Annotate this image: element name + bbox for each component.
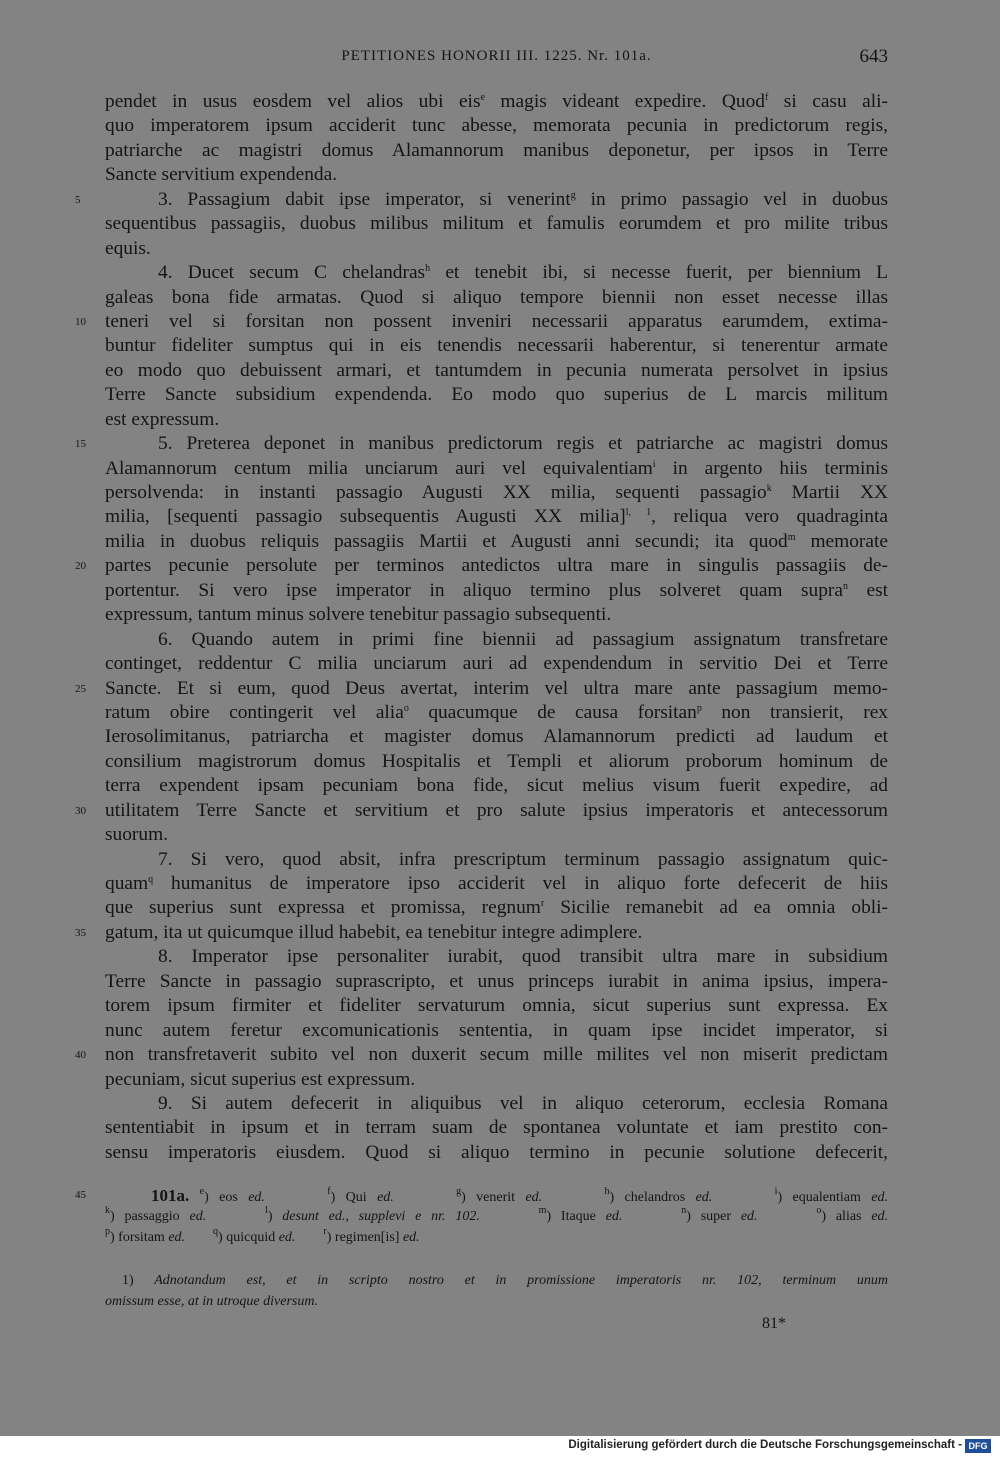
text-run: 4. Ducet secum C chelandras	[158, 262, 426, 284]
text-run: buntur fideliter sumptus qui in eis tenendis necessarii haberentur, si tenerentur armate	[105, 335, 888, 357]
line-number: 25	[75, 682, 86, 695]
dfg-logo-icon: DFG	[965, 1439, 991, 1453]
text-run: portentur. Si vero ipse imperator in aliquo termino plus solveret quam supra	[105, 579, 843, 601]
apparatus-line	[75, 1185, 889, 1206]
line-number: 45	[75, 1189, 86, 1201]
text-line	[105, 603, 888, 627]
footnote-siglum: n	[681, 1205, 687, 1216]
footnote-siglum: q	[148, 874, 154, 885]
apparatus-italic: ed.	[695, 1190, 713, 1205]
footnote-text-2: omissum esse, at in utroque diversum.	[105, 1294, 318, 1309]
edition-text	[75, 90, 889, 1165]
footnote-marker: 1)	[122, 1273, 134, 1288]
text-run: quam	[105, 873, 149, 894]
apparatus-italic: ed.	[189, 1209, 207, 1224]
footnote-siglum: r	[323, 1226, 327, 1237]
text-run: ) venerit	[461, 1190, 526, 1205]
text-line	[75, 677, 888, 701]
footnote-siglum: k	[105, 1205, 110, 1216]
text-run: si casu ali-	[768, 91, 888, 112]
text-run	[295, 1230, 323, 1245]
text-line	[105, 725, 888, 749]
apparatus-italic: ed.	[377, 1190, 394, 1205]
footnote-siglum: q	[213, 1226, 219, 1237]
text-run: quacumque de causa forsitan	[408, 701, 697, 723]
text-line	[105, 1068, 888, 1092]
text-run: ) alias	[821, 1209, 872, 1224]
text-run: est expressum.	[105, 408, 220, 430]
text-line	[105, 286, 888, 310]
footnote-line	[122, 1270, 888, 1291]
text-run	[542, 1190, 604, 1205]
text-line	[75, 188, 888, 212]
text-run: equis.	[105, 237, 151, 259]
footnote-siglum: h	[425, 263, 431, 275]
text-line	[105, 970, 888, 994]
text-line	[105, 628, 888, 652]
text-run: ) Itaque	[546, 1209, 606, 1224]
text-line	[75, 432, 888, 456]
text-line	[105, 823, 888, 847]
text-run: consilium magistrorum domus Hospitalis et Templi et aliorum proborum hominum de	[105, 750, 888, 772]
footnote-siglum: l	[265, 1205, 268, 1216]
footnote-siglum: n	[842, 580, 848, 592]
text-run: partes pecunie persolute per terminos antedictos ultra mare in singulis passagiis de-	[105, 555, 888, 577]
text-line	[75, 554, 888, 578]
text-line	[105, 1019, 888, 1043]
text-run: continget, reddentur C milia unciarum auri ad expendendum in servitio Dei et Terre	[105, 653, 888, 675]
text-run: 7. Si vero, quod absit, infra prescriptum terminum passagio assignatum quic-	[158, 848, 888, 870]
footnote-siglum: m	[787, 531, 796, 543]
text-run	[394, 1190, 456, 1205]
text-line	[105, 530, 888, 554]
line-number: 5	[75, 193, 81, 206]
line-number: 10	[75, 315, 86, 328]
text-run: magis videant expedire. Quod	[484, 91, 765, 112]
text-run: quo imperatorem ipsum acciderit tunc abesse, memorata pecunia in predictorum regis,	[105, 115, 888, 137]
text-run: )	[267, 1209, 283, 1224]
footnote-siglum: k	[766, 483, 772, 494]
text-run: ) quicquid	[218, 1230, 279, 1245]
credit-text: Digitalisierung gefördert durch die Deutsche Forschungsgemeinschaft -	[568, 1439, 962, 1451]
text-line	[105, 261, 888, 285]
text-run: Ierosolimitanus, patriarcha et magister domus Alamannorum predicti ad laudum et	[105, 726, 888, 748]
page-number: 643	[859, 46, 888, 67]
footnote-siglum: f	[327, 1186, 331, 1197]
apparatus-italic: ed.	[871, 1190, 889, 1205]
text-run: nunc autem feretur excomunicationis sententia, in quam ipse incidet imperator, si	[105, 1019, 888, 1041]
text-line	[75, 310, 888, 334]
text-run: ) eos	[204, 1190, 249, 1205]
text-run: 5. Preterea deponet in manibus predictorum regis et patriarche ac magistri domus	[158, 433, 888, 455]
text-line	[105, 457, 888, 481]
footnote-siglum: f	[764, 92, 769, 103]
text-run: Martii XX	[771, 482, 888, 503]
line-number: 15	[75, 438, 86, 451]
text-line	[105, 359, 888, 383]
text-run	[189, 1190, 199, 1205]
apparatus-italic: ed.	[871, 1209, 889, 1224]
text-run: in primo passagio vel in duobus	[575, 188, 888, 210]
footnote-text-1: Adnotandum est, et in scripto nostro et in promissione imperatoris nr. 102, terminum unum	[154, 1273, 888, 1288]
text-run: 8. Imperator ipse personaliter iurabit, quod transibit ultra mare in subsidium	[158, 946, 888, 968]
text-line	[105, 237, 888, 261]
critical-apparatus	[75, 1185, 889, 1248]
digitization-credit-bar	[0, 1436, 1000, 1458]
apparatus-italic: ed.	[248, 1190, 265, 1205]
text-run: patriarche ac magistri domus Alamannorum manibus deponetur, per ipsos in Terre	[105, 139, 888, 161]
footnote-siglum: r	[540, 898, 545, 910]
text-line	[105, 139, 888, 163]
text-line	[105, 945, 888, 969]
text-run: 6. Quando autem in primi fine biennii ad passagium assignatum transfretare	[158, 628, 888, 650]
text-run: Alamannorum centum milia unciarum auri vel equivalentiam	[105, 457, 653, 479]
footnote-siglum: l, 1	[625, 507, 652, 519]
text-line	[105, 481, 888, 505]
text-run	[206, 1209, 265, 1224]
footnote-line	[105, 1291, 888, 1312]
text-run: suorum.	[105, 824, 169, 846]
line-number: 40	[75, 1049, 86, 1062]
text-run	[480, 1209, 539, 1224]
text-line	[105, 114, 888, 138]
apparatus-italic: ed.	[402, 1230, 420, 1245]
apparatus-line	[105, 1206, 888, 1227]
apparatus-line	[105, 1227, 888, 1248]
page-header	[105, 48, 888, 72]
text-line	[105, 1092, 888, 1116]
text-line	[105, 334, 888, 358]
text-run: Sancte servitium expendenda.	[105, 164, 338, 186]
text-run: 3. Passagium dabit ipse imperator, si venerint	[158, 188, 571, 210]
text-run: pecuniam, sicut superius est expressum.	[105, 1068, 416, 1090]
text-run: milia in duobus reliquis passagiis Martii et Augusti anni secundi; ita quod	[105, 530, 788, 552]
running-title: PETITIONES HONORII III. 1225. Nr. 101a.	[341, 48, 652, 64]
text-run: non transfretaverit subito vel non duxerit secum mille milites vel non miserit predictam	[105, 1044, 888, 1066]
text-run	[622, 1209, 681, 1224]
text-line	[105, 774, 888, 798]
text-run: ) Qui	[330, 1190, 378, 1205]
footnote-siglum: p	[696, 702, 702, 714]
text-run: utilitatem Terre Sancte et servitium et pro salute ipsius imperatoris et antecessorum	[105, 799, 888, 821]
footnote-siglum: i	[652, 458, 656, 470]
text-line	[105, 90, 888, 114]
footnote-siglum: i	[774, 1186, 778, 1197]
text-run: ratum obire contingerit vel alia	[105, 701, 404, 723]
text-run: ) super	[686, 1209, 741, 1224]
text-line	[105, 896, 888, 920]
text-run: ) equalentiam	[777, 1190, 872, 1205]
footnote-siglum: g	[570, 189, 576, 201]
text-run	[265, 1190, 327, 1205]
text-run: expressum, tantum minus solvere tenebitur passagio subsequenti.	[105, 604, 612, 626]
text-run: pendet in usus eosdem vel alios ubi eis	[105, 91, 481, 112]
footnote-siglum: o	[816, 1205, 822, 1216]
footnote	[105, 1270, 888, 1312]
text-run: Sancte. Et si eum, quod Deus avertat, interim vel ultra mare ante passagium memo-	[105, 677, 888, 699]
text-run: non transierit, rex	[701, 701, 888, 723]
text-run: ) forsitam	[110, 1230, 169, 1245]
text-run: persolvenda: in instanti passagio Augusti XX milia, sequenti passagio	[105, 482, 767, 503]
text-run: torem ipsum firmiter et fideliter servaturum omnia, sicut superius sunt expressa. Ex	[105, 995, 888, 1017]
footnote-siglum: m	[538, 1205, 547, 1216]
text-line	[105, 212, 888, 236]
footnote-siglum: e	[199, 1186, 205, 1197]
line-number: 20	[75, 560, 86, 573]
text-run: et tenebit ibi, si necesse fuerit, per biennium L	[430, 262, 889, 284]
signature-mark: 81*	[762, 1315, 786, 1332]
text-run: in argento hiis terminis	[655, 457, 888, 479]
apparatus-italic: ed.	[168, 1230, 186, 1245]
apparatus-italic: ed.	[278, 1230, 296, 1245]
text-run: memorate	[795, 530, 888, 552]
text-line	[105, 383, 888, 407]
apparatus-italic: ed.	[525, 1190, 543, 1205]
text-line	[75, 799, 888, 823]
apparatus-italic: ed.	[740, 1209, 758, 1224]
text-run: ) chelandros	[609, 1190, 696, 1205]
line-number: 30	[75, 804, 86, 817]
text-line	[75, 921, 888, 945]
text-line	[105, 505, 888, 529]
text-run: sensu imperatoris eiusdem. Quod si aliquo termino in pecunie solutione defecerit,	[105, 1141, 888, 1163]
text-run: galeas bona fide armatas. Quod si aliquo tempore biennii non esset necesse illas	[105, 286, 888, 308]
text-run: que superius sunt expressa et promissa, regnum	[105, 897, 541, 919]
text-run: Terre Sancte in passagio suprascripto, et unus princeps iurabit in anima ipsius, impera-	[105, 970, 888, 992]
text-line	[105, 652, 888, 676]
text-run: est	[847, 579, 889, 601]
text-run: teneri vel si forsitan non possent inveniri necessarii apparatus earumdem, extima-	[105, 310, 888, 332]
footnote-siglum: h	[604, 1186, 610, 1197]
text-run: terra expendent ipsam pecuniam bona fide, sicut melius visum fuerit expedire, ad	[105, 775, 888, 797]
text-run: sententiabit in ipsum et in terram suam de spontanea voluntate et iam prestito con-	[105, 1117, 888, 1139]
line-number: 35	[75, 926, 86, 939]
text-run: gatum, ita ut quicumque illud habebit, ea tenebitur integre adimplere.	[105, 921, 643, 943]
apparatus-italic: ed.	[605, 1209, 623, 1224]
text-line	[105, 1141, 888, 1165]
text-line	[105, 750, 888, 774]
text-run: , reliqua vero quadraginta	[651, 506, 888, 528]
footnote-siglum: g	[456, 1186, 462, 1197]
text-run: milia, [sequenti passagio subsequentis Augusti XX milia]	[105, 506, 626, 528]
text-run: eo modo quo debuissent armari, et tantumdem in pecunia numerata persolvet in ipsius	[105, 359, 888, 381]
apparatus-italic: desunt ed., supplevi e nr. 102.	[282, 1209, 480, 1224]
text-run	[712, 1190, 774, 1205]
text-line	[105, 994, 888, 1018]
footnote-siglum: p	[105, 1226, 110, 1237]
text-run	[185, 1230, 213, 1245]
text-run: ) regimen[is]	[326, 1230, 403, 1245]
text-line	[105, 579, 888, 603]
footnote-siglum: o	[403, 702, 409, 714]
footnote-siglum: e	[480, 92, 485, 103]
text-run: 9. Si autem defecerit in aliquibus vel in aliquo ceterorum, ecclesia Romana	[158, 1092, 888, 1114]
text-line	[105, 163, 888, 187]
text-run: Sicilie remanebit ad ea omnia obli-	[544, 897, 888, 919]
text-line	[105, 408, 888, 432]
text-line	[105, 848, 888, 872]
text-run: humanitus de imperatore ipso acciderit vel in aliquo forte defecerit de hiis	[153, 873, 888, 894]
text-line	[105, 1116, 888, 1140]
text-run: ) passaggio	[110, 1209, 190, 1224]
apparatus-number: 101a.	[151, 1186, 190, 1205]
text-line	[105, 701, 888, 725]
text-run: sequentibus passagiis, duobus milibus militum et famulis eorumdem et pro milite tribus	[105, 213, 888, 235]
text-line	[105, 872, 888, 896]
text-run: Terre Sancte subsidium expendenda. Eo modo quo superius de L marcis militum	[105, 384, 888, 406]
text-line	[75, 1043, 888, 1067]
text-run	[758, 1209, 817, 1224]
